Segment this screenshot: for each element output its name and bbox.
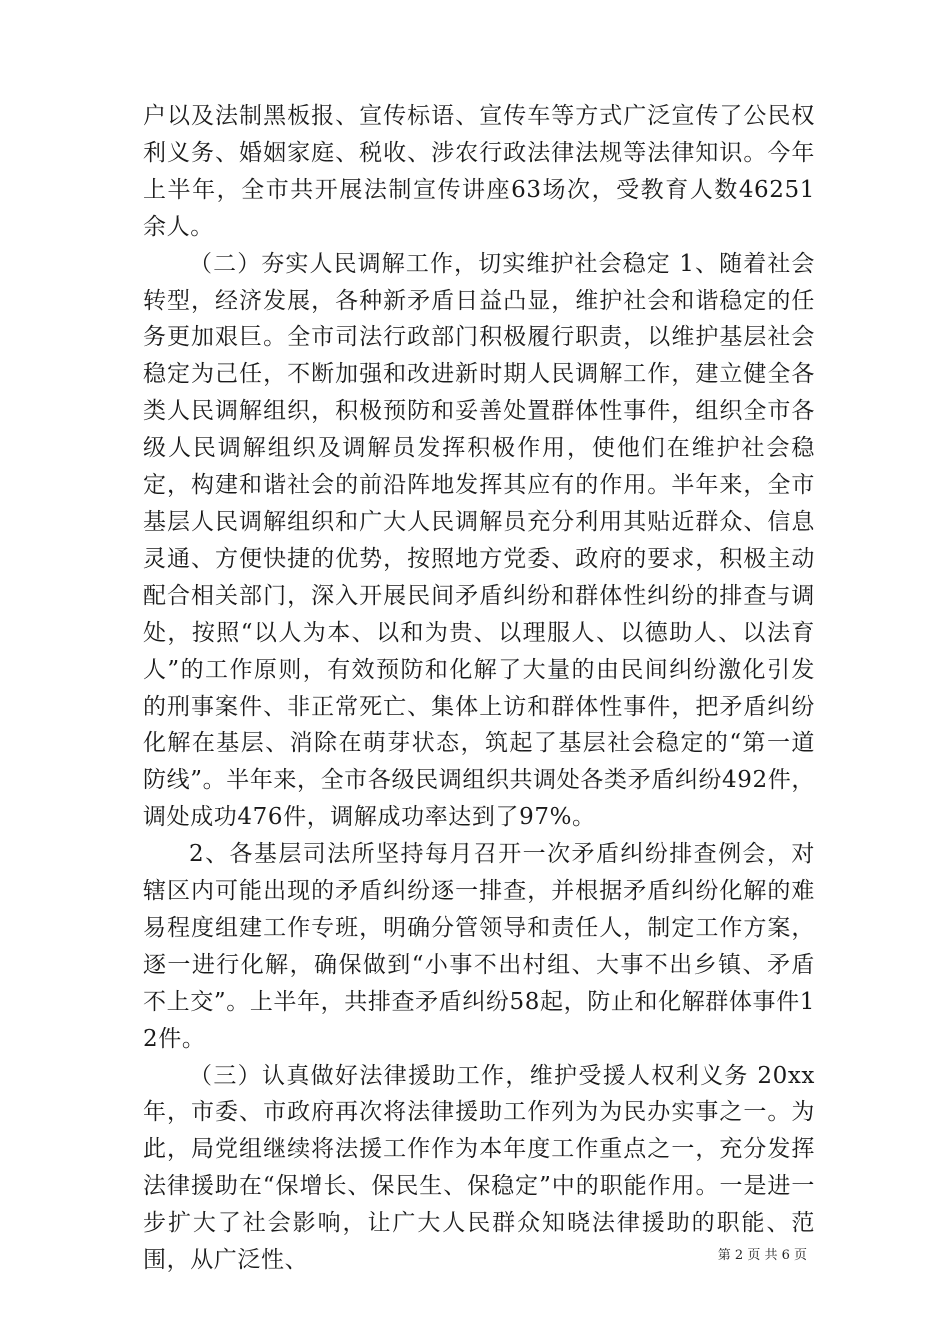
document-body <box>143 98 815 1279</box>
paragraph-legal-aid: （三）认真做好法律援助工作，维护受援人权利义务 20xx年，市委、市政府再次将法律援助工作列为为民办实事之一。为此，局党组继续将法援工作作为本年度工作重点之一，充分发挥法律援助在“保增长、保民生、保稳定”中的职能作用。一是进一步扩大了社会影响，让广大人民群众知晓法律援助的职能、范围，从广泛性、 <box>143 1062 815 1274</box>
page-number-footer: 第 2 页 共 6 页 <box>717 1248 807 1263</box>
paragraph-people-mediation: （二）夯实人民调解工作，切实维护社会稳定 1、随着社会转型，经济发展，各种新矛盾日益凸显，维护社会和谐稳定的任务更加艰巨。全市司法行政部门积极履行职责，以维护基层社会稳定为己任，不断加强和改进新时期人民调解工作，建立健全各类人民调解组织，积极预防和妥善处置群体性事件，组织全市各级人民调解组织及调解员发挥积极作用，使他们在维护社会稳定，构建和谐社会的前沿阵地发挥其应有的作用。半年来，全市基层人民调解组织和广大人民调解员充分利用其贴近群众、信息灵通、方便快捷的优势，按照地方党委、政府的要求，积极主动配合相关部门，深入开展民间矛盾纠纷和群体性纠纷的排查与调处，按照“以人为本、以和为贵、以理服人、以德助人、以法育人”的工作原则，有效预防和化解了大量的由民间纠纷激化引发的刑事案件、非正常死亡、集体上访和群体性事件，把矛盾纠纷化解在基层、消除在萌芽状态，筑起了基层社会稳定的“第一道防线”。半年来，全市各级民调组织共调处各类矛盾纠纷492件，调处成功476件，调解成功率达到了97%。 <box>143 250 815 831</box>
paragraph-dispute-screening: 2、各基层司法所坚持每月召开一次矛盾纠纷排查例会，对辖区内可能出现的矛盾纠纷逐一排查，并根据矛盾纠纷化解的难易程度组建工作专班，明确分管领导和责任人，制定工作方案，逐一进行化解，确保做到“小事不出村组、大事不出乡镇、矛盾不上交”。上半年，共排查矛盾纠纷58起，防止和化解群体事件12件。 <box>143 841 815 1052</box>
paragraph-legal-publicity: 户以及法制黑板报、宣传标语、宣传车等方式广泛宣传了公民权利义务、婚姻家庭、税收、涉农行政法律法规等法律知识。今年上半年，全市共开展法制宣传讲座63场次，受教育人数46251余人。 <box>143 103 815 240</box>
